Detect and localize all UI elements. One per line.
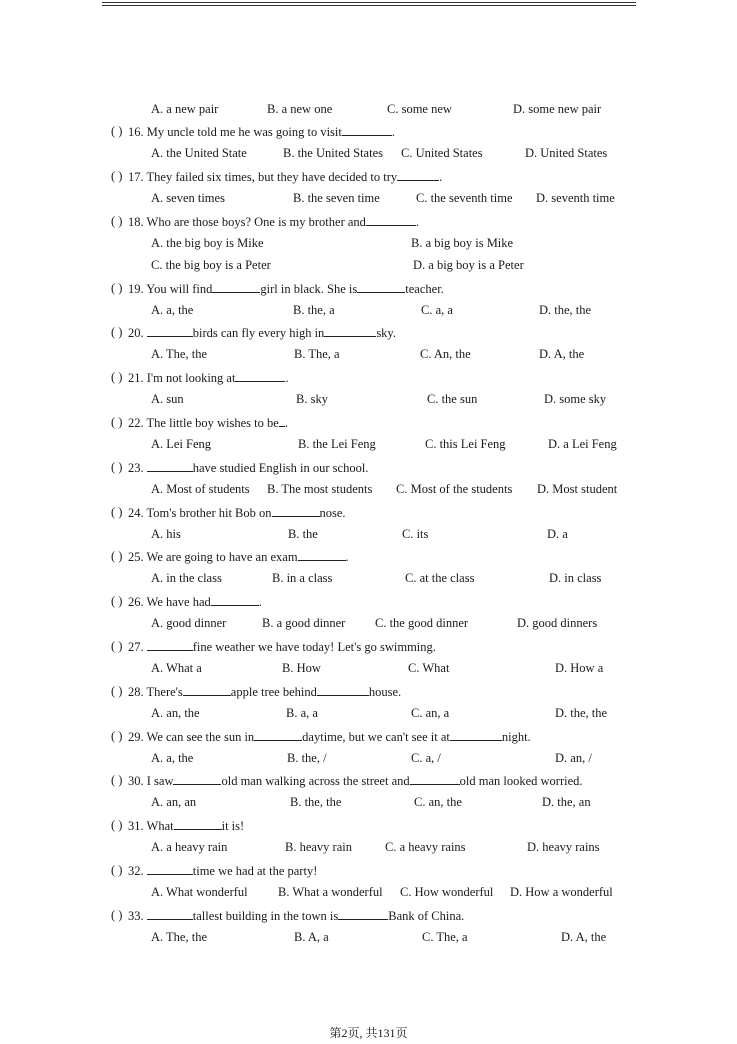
q16-option-c[interactable]: C. United States bbox=[401, 146, 483, 160]
q30-option-d[interactable]: D. the, an bbox=[542, 795, 591, 810]
question-number: 21. bbox=[128, 371, 147, 386]
question-stem: 26. We have had . bbox=[128, 595, 262, 610]
q16-option-b[interactable]: B. the United States bbox=[283, 146, 383, 160]
q18-option-b[interactable]: B. a big boy is Mike bbox=[411, 235, 514, 250]
answer-blank[interactable] bbox=[279, 415, 285, 427]
q21-option-d[interactable]: D. some sky bbox=[544, 392, 607, 407]
q21-option-a[interactable]: A. sun bbox=[151, 392, 184, 407]
q23-option-b[interactable]: B. The most students bbox=[267, 481, 373, 496]
q15-option-c[interactable]: C. some new bbox=[387, 102, 452, 116]
q33-option-d[interactable]: D. A, the bbox=[561, 929, 607, 944]
q19-option-a[interactable]: A. a, the bbox=[151, 302, 194, 317]
q20-option-b[interactable]: B. The, a bbox=[294, 347, 340, 362]
question-stem: 22. The little boy wishes to be . bbox=[128, 416, 288, 430]
q19-option-c[interactable]: C. a, a bbox=[421, 302, 453, 317]
header-rule-bottom bbox=[102, 5, 636, 6]
answer-paren[interactable]: ( ) bbox=[111, 370, 123, 385]
q25-option-b[interactable]: B. in a class bbox=[272, 571, 333, 586]
question-stem: 19. You will find girl in black. She is teacher. bbox=[128, 281, 444, 296]
answer-blank[interactable] bbox=[357, 281, 405, 293]
question-stem: 29. We can see the sun in daytime, but we can't see it at night. bbox=[128, 729, 531, 744]
question-stem: 31. What it is! bbox=[128, 819, 245, 834]
answer-paren[interactable]: ( ) bbox=[111, 280, 123, 295]
question-stem: 20. birds can fly every high in sky. bbox=[128, 326, 396, 341]
question-stem: 25. We are going to have an exam . bbox=[128, 550, 349, 565]
q22-option-b[interactable]: B. the Lei Feng bbox=[298, 437, 376, 451]
answer-paren[interactable]: ( ) bbox=[111, 124, 123, 138]
answer-blank[interactable] bbox=[397, 169, 439, 181]
answer-blank[interactable] bbox=[211, 594, 259, 606]
answer-paren[interactable]: ( ) bbox=[111, 863, 123, 877]
answer-paren[interactable]: ( ) bbox=[111, 728, 123, 743]
q17-option-c[interactable]: C. the seventh time bbox=[416, 190, 513, 205]
q29-option-b[interactable]: B. the, / bbox=[287, 750, 327, 765]
question-stem: 18. Who are those boys? One is my brother and . bbox=[128, 214, 420, 229]
q23-option-c[interactable]: C. Most of the students bbox=[396, 481, 513, 496]
question-number: 33. bbox=[128, 908, 147, 923]
q31-option-a[interactable]: A. a heavy rain bbox=[151, 840, 228, 855]
answer-blank[interactable] bbox=[410, 773, 460, 785]
q19-option-b[interactable]: B. the, a bbox=[293, 302, 335, 317]
q26-option-a[interactable]: A. good dinner bbox=[151, 616, 227, 631]
q21-option-c[interactable]: C. the sun bbox=[427, 392, 478, 407]
q20-option-a[interactable]: A. The, the bbox=[151, 347, 208, 362]
q15-option-a[interactable]: A. a new pair bbox=[151, 102, 219, 116]
q32-option-c[interactable]: C. How wonderful bbox=[400, 885, 494, 899]
q32-option-b[interactable]: B. What a wonderful bbox=[278, 885, 383, 899]
q27-option-b[interactable]: B. How bbox=[282, 661, 321, 675]
answer-blank[interactable] bbox=[212, 281, 260, 293]
answer-blank[interactable] bbox=[147, 908, 193, 920]
answer-paren[interactable]: ( ) bbox=[111, 325, 123, 340]
q21-option-b[interactable]: B. sky bbox=[296, 392, 328, 407]
q27-option-a[interactable]: A. What a bbox=[151, 661, 202, 675]
q22-option-c[interactable]: C. this Lei Feng bbox=[425, 437, 506, 451]
q30-option-c[interactable]: C. an, the bbox=[414, 795, 462, 810]
question-number: 30. bbox=[128, 774, 147, 789]
q28-option-d[interactable]: D. the, the bbox=[555, 705, 608, 720]
answer-paren[interactable]: ( ) bbox=[111, 639, 123, 653]
question-number: 20. bbox=[128, 326, 147, 341]
q24-option-c[interactable]: C. its bbox=[402, 526, 429, 541]
q19-option-d[interactable]: D. the, the bbox=[539, 302, 592, 317]
q18-option-a[interactable]: A. the big boy is Mike bbox=[151, 235, 264, 250]
question-number: 24. bbox=[128, 505, 147, 520]
answer-blank[interactable] bbox=[147, 460, 193, 472]
q28-option-c[interactable]: C. an, a bbox=[411, 705, 450, 720]
answer-blank[interactable] bbox=[254, 729, 302, 741]
q26-option-d[interactable]: D. good dinners bbox=[517, 616, 598, 631]
q16-option-d[interactable]: D. United States bbox=[525, 146, 608, 160]
q18-option-c[interactable]: C. the big boy is a Peter bbox=[151, 257, 271, 272]
question-number: 31. bbox=[128, 819, 147, 834]
question-number: 16. bbox=[128, 125, 147, 139]
q15-option-d[interactable]: D. some new pair bbox=[513, 102, 602, 116]
q27-option-d[interactable]: D. How a bbox=[555, 661, 604, 675]
answer-blank[interactable] bbox=[450, 729, 502, 741]
question-number: 23. bbox=[128, 460, 147, 475]
q24-option-a[interactable]: A. his bbox=[151, 526, 181, 541]
question-number: 26. bbox=[128, 595, 147, 610]
q24-option-b[interactable]: B. the bbox=[288, 526, 318, 541]
answer-blank[interactable] bbox=[342, 124, 392, 136]
q20-option-c[interactable]: C. An, the bbox=[420, 347, 471, 362]
q26-option-b[interactable]: B. a good dinner bbox=[262, 616, 346, 631]
q32-option-d[interactable]: D. How a wonderful bbox=[510, 885, 613, 899]
answer-blank[interactable] bbox=[272, 505, 320, 517]
question-stem: 30. I saw old man walking across the street and old man looked worried. bbox=[128, 774, 583, 789]
q23-option-d[interactable]: D. Most student bbox=[537, 481, 618, 496]
q30-option-a[interactable]: A. an, an bbox=[151, 795, 197, 810]
q29-option-a[interactable]: A. a, the bbox=[151, 750, 194, 765]
question-stem: 21. I'm not looking at . bbox=[128, 371, 289, 386]
answer-blank[interactable] bbox=[324, 325, 376, 337]
answer-paren[interactable]: ( ) bbox=[111, 504, 123, 519]
q30-option-b[interactable]: B. the, the bbox=[290, 795, 342, 810]
answer-blank[interactable] bbox=[147, 639, 193, 651]
q22-option-d[interactable]: D. a Lei Feng bbox=[548, 437, 617, 451]
answer-paren[interactable]: ( ) bbox=[111, 594, 123, 609]
answer-blank[interactable] bbox=[174, 818, 222, 830]
question-stem: 23. have studied English in our school. bbox=[128, 460, 369, 475]
q25-option-d[interactable]: D. in class bbox=[549, 571, 602, 586]
answer-paren[interactable]: ( ) bbox=[111, 773, 123, 788]
q22-option-a[interactable]: A. Lei Feng bbox=[151, 437, 212, 451]
q25-option-c[interactable]: C. at the class bbox=[405, 571, 475, 586]
q20-option-d[interactable]: D. A, the bbox=[539, 347, 585, 362]
answer-blank[interactable] bbox=[338, 908, 388, 920]
question-stem: 16. My uncle told me he was going to visit . bbox=[128, 125, 395, 139]
answer-blank[interactable] bbox=[298, 549, 346, 561]
answer-blank[interactable] bbox=[147, 863, 193, 875]
q25-option-a[interactable]: A. in the class bbox=[151, 571, 222, 586]
q17-option-d[interactable]: D. seventh time bbox=[536, 190, 615, 205]
q31-option-c[interactable]: C. a heavy rains bbox=[385, 840, 466, 855]
page-footer: 第2页, 共131页 bbox=[329, 1026, 408, 1040]
q18-option-d[interactable]: D. a big boy is a Peter bbox=[413, 257, 524, 272]
answer-blank[interactable] bbox=[183, 684, 231, 696]
question-stem: 24. Tom's brother hit Bob on nose. bbox=[128, 505, 346, 520]
q26-option-c[interactable]: C. the good dinner bbox=[375, 616, 469, 631]
question-number: 27. bbox=[128, 640, 147, 654]
q28-option-b[interactable]: B. a, a bbox=[286, 705, 318, 720]
question-number: 28. bbox=[128, 684, 147, 699]
q15-option-b[interactable]: B. a new one bbox=[267, 102, 333, 116]
q31-option-b[interactable]: B. heavy rain bbox=[285, 840, 352, 855]
question-stem: 32. time we had at the party! bbox=[128, 864, 318, 878]
answer-paren[interactable]: ( ) bbox=[111, 415, 123, 429]
question-number: 17. bbox=[128, 169, 147, 184]
question-stem: 28. There's apple tree behind house. bbox=[128, 684, 402, 699]
answer-paren[interactable]: ( ) bbox=[111, 683, 123, 698]
q16-option-a[interactable]: A. the United State bbox=[151, 146, 247, 160]
q23-option-a[interactable]: A. Most of students bbox=[151, 481, 250, 496]
answer-paren[interactable]: ( ) bbox=[111, 907, 123, 922]
question-number: 32. bbox=[128, 864, 147, 878]
q33-option-a[interactable]: A. The, the bbox=[151, 929, 208, 944]
q17-option-b[interactable]: B. the seven time bbox=[293, 190, 380, 205]
question-stem: 27. fine weather we have today! Let's go swimming. bbox=[128, 640, 436, 654]
question-stem: 17. They failed six times, but they have decided to try . bbox=[128, 169, 443, 184]
answer-paren[interactable]: ( ) bbox=[111, 818, 123, 833]
question-number: 29. bbox=[128, 729, 147, 744]
answer-blank[interactable] bbox=[317, 684, 369, 696]
q32-option-a[interactable]: A. What wonderful bbox=[151, 885, 248, 899]
q28-option-a[interactable]: A. an, the bbox=[151, 705, 200, 720]
answer-paren[interactable]: ( ) bbox=[111, 168, 123, 183]
answer-blank[interactable] bbox=[147, 325, 193, 337]
q29-option-c[interactable]: C. a, / bbox=[411, 750, 441, 765]
q27-option-c[interactable]: C. What bbox=[408, 661, 450, 675]
header-rule-top bbox=[102, 2, 636, 3]
answer-blank[interactable] bbox=[235, 370, 285, 382]
q33-option-c[interactable]: C. The, a bbox=[422, 929, 468, 944]
answer-paren[interactable]: ( ) bbox=[111, 459, 123, 474]
question-number: 25. bbox=[128, 550, 147, 565]
answer-blank[interactable] bbox=[366, 214, 416, 226]
question-stem: 33. tallest building in the town is Bank of China. bbox=[128, 908, 465, 923]
q24-option-d[interactable]: D. a bbox=[547, 526, 568, 541]
q29-option-d[interactable]: D. an, / bbox=[555, 750, 592, 765]
question-number: 19. bbox=[128, 281, 147, 296]
answer-blank[interactable] bbox=[173, 773, 221, 785]
question-number: 22. bbox=[128, 416, 147, 430]
question-number: 18. bbox=[128, 214, 147, 229]
q31-option-d[interactable]: D. heavy rains bbox=[527, 840, 600, 855]
q17-option-a[interactable]: A. seven times bbox=[151, 190, 225, 205]
answer-paren[interactable]: ( ) bbox=[111, 213, 123, 228]
answer-paren[interactable]: ( ) bbox=[111, 549, 123, 564]
q33-option-b[interactable]: B. A, a bbox=[294, 929, 329, 944]
